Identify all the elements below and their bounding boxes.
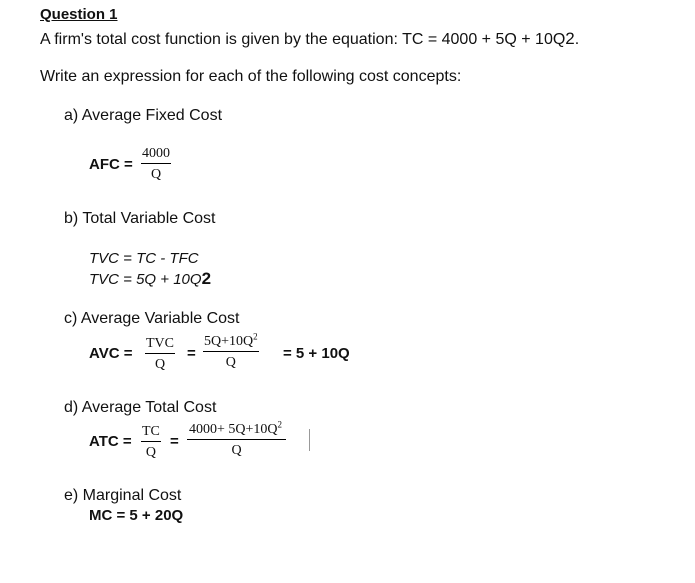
afc-denominator: Q [150,167,162,182]
atc-label: ATC = [89,433,132,450]
atc-fraction-2 [187,419,286,460]
statement-power: 2 [565,29,575,48]
statement-text: A firm's total cost function is given by the equation: TC = 4000 + 5Q + 10Q [40,31,566,48]
afc-label: AFC = [89,156,133,173]
avc-fraction-1 [145,336,175,374]
afc-numerator: 4000 [141,146,171,164]
atc-frac2-power: 2 [277,419,283,430]
part-b-heading: b) Total Variable Cost [64,210,216,227]
avc-frac2-power: 2 [253,331,258,342]
text-cursor [309,429,310,451]
atc-frac2-denominator: Q [231,443,242,458]
atc-frac1-numerator: TC [141,424,161,442]
avc-frac2-num-text: 5Q+10Q [204,334,254,349]
avc-fraction-2 [203,331,259,372]
afc-fraction [141,146,171,184]
avc-frac2-numerator [203,331,259,352]
tvc-line-2-power: 2 [201,269,212,288]
avc-frac2-denominator: Q [225,355,236,370]
part-a-heading: a) Average Fixed Cost [64,107,223,124]
tvc-line-2 [89,269,211,289]
part-d-heading: d) Average Total Cost [64,399,217,416]
problem-statement [40,29,579,49]
avc-equals: = [187,345,196,362]
atc-fraction-1 [141,424,161,462]
question-title: Question 1 [40,6,118,23]
avc-frac1-denominator: Q [154,357,166,372]
atc-frac2-num-text: 4000+ 5Q+10Q [189,422,278,437]
statement-end: . [574,31,580,48]
tvc-line-2-text: TVC = 5Q + 10Q [89,271,202,288]
part-e-heading: e) Marginal Cost [64,487,182,504]
avc-result: = 5 + 10Q [283,345,350,362]
atc-equals: = [170,433,179,450]
part-c-heading: c) Average Variable Cost [64,310,240,327]
atc-frac1-denominator: Q [145,445,156,460]
tvc-line-1: TVC = TC - TFC [89,250,199,267]
mc-line: MC = 5 + 20Q [89,507,184,524]
atc-frac2-numerator [187,419,286,440]
avc-label: AVC = [89,345,133,362]
avc-frac1-numerator: TVC [145,336,175,354]
instruction: Write an expression for each of the following cost concepts: [40,68,462,85]
